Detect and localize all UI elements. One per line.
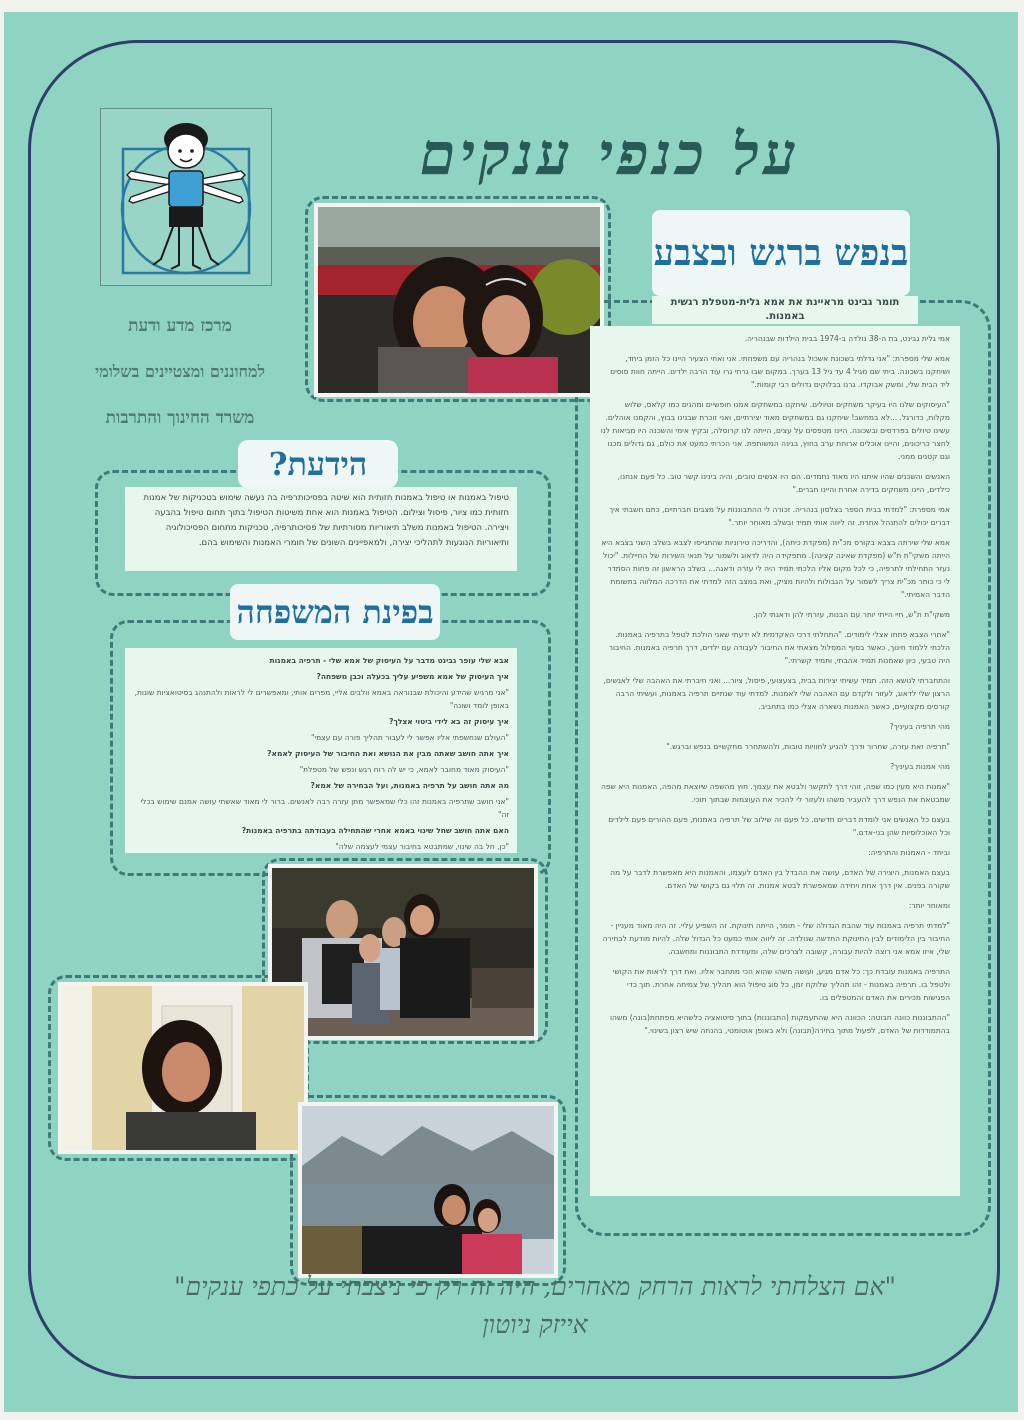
interview-paragraph: אמא שלי מספרת: "אני גדלתי בשכונת אשכול בנהריה עם משפחתי. אני ואחי הצעיר היינו כל הזמן ביחד, ושיחקנו בשכונה. ביתי שם מגיל 4 עד גיל 13 בערך. במקום שבו גרתי גרו עוד הרבה ילדים. הייתה חוות סוסים ליד הבית שלי, ומשק אבוקדו. גרנו בבלוקים גדולים רבי קומות." bbox=[610, 354, 950, 389]
interview-paragraph: משקי"ת ת"ש, חיי הייתי יותר עם הבנות, עזרתי להן ודאגתי להן. bbox=[753, 610, 950, 619]
interview-paragraph: מהי תרפיה בעיניך? bbox=[889, 722, 950, 731]
org-line-1: מרכז מדע ודעת bbox=[128, 316, 232, 336]
interview-headline: בנפש ברגש ובצבע bbox=[652, 210, 910, 296]
interview-paragraph: בעצם כל האנשים אני לומדת דברים חדשים. כל פעם זה שילוב של תרפיה באמנות, פעם ההורים פעם לילדים וכל האוכלוסיות שהן בני-אדם." bbox=[608, 815, 950, 837]
family-paragraphs bbox=[133, 654, 509, 853]
photo-lake bbox=[298, 1102, 558, 1278]
family-question: איך העיסוק של אמא משפיע עליך בכעלה וכבן משפחה? bbox=[316, 672, 509, 681]
interview-article bbox=[590, 326, 960, 1196]
interview-paragraph: "העיסוקים שלנו היו בעיקר משחקים וטיולים. שיחקנו במשחקים אמנו חופשיים ומהנים כמו קלאס, שלוש מקלות, כדורגל. ...לא במחשב! שיחקנו גם במשחקים מאוד יצירתיים, ואני זוכרת שבנינו בבוץ, והקמנו אוהלים. עשינו טיולים בפרדסים ובשכונה. היינו מטפסים על עצים, הייתה לנו קרוסלה, ובקיץ אימי והשכנה היו מביאות לנו לחצר כריכונים, והיינו אוכלים ארוחת ערב בחוץ, בגינה המשותפת. אני הכרתי כמעט את כולם, גם גדולים מכנו וגם קטנים ממני. bbox=[600, 400, 950, 461]
family-answer: "אני מרגיש שהידע והיכולת שבנוראה באמא וולבים אליי, מפרים אותי, ומאפשרים לי לראות ולהתנהג בסיטואציות שונות, באופן לומד ושונה" bbox=[134, 688, 509, 710]
interview-paragraph: מהי אמנות בעיניך? bbox=[890, 762, 950, 771]
family-corner-article bbox=[125, 648, 517, 853]
interview-paragraphs bbox=[600, 332, 950, 1037]
did-you-know-text: טיפול באמנות או טיפול באמנות חזותית הוא שיטה בפסיכותרפיה בה נעשה שימוש בטכניקות של אמנות חזותית כמו ציור, פיסול וצילום. הטיפול באמנות הוא אחת משיטות הטיפול בתוך תחום טיפול בהבעה ויצירה. הטיפול באמנות משלב תיאוריות מסורתיות של פסיכותרפיה, טכניקות מתחום הפסיכולוגיה ותיאוריות הנוגעות לתהליכי יצירה, ולמאפיינים השונים של חומרי האמנות והשימוש בהם. bbox=[125, 487, 517, 571]
interview-paragraph: "אמנות היא מעין כמו שפה, זוהי דרך לתקשר ולבטא את עצמך. חוץ מהשפה שיוצאת מהפה, האמנות היא שפה שמבטאת את הנפש דרך להעביר משהו ולעזור לי להכיר את העוצמות שבתוך תוכי. bbox=[600, 782, 950, 804]
family-answer: "העולם שנחשפתי אליו אפשר לי לעבור תהליך פורה עם עצמי" bbox=[310, 733, 509, 742]
did-you-know-headline: הידעת? bbox=[238, 440, 398, 488]
interview-paragraph: התרפיה באמנות עובדת כך: כל אדם מגיע, ועושה משהו שהוא הכי מתחבר אליו. ואת דרך לראות את הקושי ולטפל בו. תרפיה באמנות - זהו תהליך שלוקח זמן, כל סוג טיפול הוא תהליך של צמיחה אחרת. תוך כדי הפגישות מכירים את האדם והמטפלים בו. bbox=[612, 967, 950, 1002]
family-question: איך אתה חושב שאתה מבין את הנושא ואת החיבור של העיסוק לאמא? bbox=[267, 749, 509, 758]
family-question: האם אתה חושב שחל שינוי באמא אחרי שהתחילה בעבודתה בתרפיה באמנות? bbox=[241, 826, 509, 835]
photo-mother-daughter bbox=[314, 203, 604, 397]
family-question: איך עיסוק זה בא לידי ביטוי אצלך? bbox=[389, 717, 509, 726]
interview-paragraph: "תרפיה זאת עזרה, שחרור ודרך להגיע לחוויות טובות, ולהשתחרר מחקשיים בנפש וברגש." bbox=[666, 742, 950, 751]
interview-paragraph: ומאוחר יותר: bbox=[908, 901, 950, 910]
interview-paragraph: "ההתבוננות כוונה חבוטה: הכוונה היא שהתעמקות (התבוננות) בתוך סיטואציה כלשהיא מפתחת(בונה) משהו בהתמודדות של האדם, לפעול מתוך בחירה(תבונה) ולא באופן אוטומטי, בהנחה שיש רצון בשינוי." bbox=[610, 1013, 950, 1035]
family-answer: "אני חושב שתרפיה באמנות זהו כלי שמאפשר מתן עזרה רבה לאנשים. ברור לי מאוד שאשתי עושה אמנם שימוש בכלי זה" bbox=[140, 797, 509, 819]
interview-paragraph: האנשים והשכנים שהיו איתנו היו מאוד נחמדים. הם היו אנשים טובים, והיה בינינו קשר טוב. כל פעם אנחנו, כילדים, היינו משחקים בדירה אחרת והיינו חברים." bbox=[617, 472, 950, 494]
family-corner-headline: בפינת המשפחה bbox=[230, 584, 440, 640]
quote-author: אייזק ניוטון bbox=[482, 1310, 588, 1339]
poster-title: על כנפי ענקים bbox=[419, 120, 801, 188]
family-answer: "כן, חל בה שינוי, שמתבטא בחיבור עצמי לעצמה שלה" bbox=[335, 842, 509, 851]
photo-portrait bbox=[58, 982, 308, 1154]
interview-subtitle: תומר גבינט מראיינת את אמא גלית-מטפלת רגשית באמנות. bbox=[652, 296, 918, 324]
interview-paragraph: "אחרי הצבא פתחו אצלי לימודים. "התחלתי דרכי האקדמית לא ידעתי שאני הולכת לטפל בתרפיה באמנות. הלכתי ללמוד חינוך, כאשר בסוף המסלול מצאתי את החיבור לעבודה עם ילדים, דרך תרפיה באמנות. החיבור היה טבעי, כיון שאמנות תמיד אהבתי, ותמיד קשרתי." bbox=[608, 630, 950, 665]
family-question: אבא שלי עופר גבינט מדבר על העיסוק של אמא שלי - תרפיה באמנות bbox=[269, 656, 509, 665]
family-answer: "העיסוק מאוד מחובר לאמא, כי יש לה רוח רגש ונפש של מטפלת" bbox=[299, 765, 509, 774]
interview-paragraph: אמי מספרת: "למדתי בבית הספר בצלסון בנהריה. זכורה לי ההתבוננות על מצבים חברתיים, כתם חשבתי איך דברים יכולים להתנהל אחרת. זה ליווה אותי תמיד ובשלב מאוחר יותר." bbox=[609, 505, 950, 527]
org-line-2: למחוננים ומצטיינים בשלומי bbox=[95, 362, 265, 381]
interview-paragraph: והתחברתי לנושא הזה. תמיד עשיתי יצירות בבית, בצעצועי, פיסול, ציור... ואני חיברתי את האהבה שלי לאנשים, הרצון שלי לדאוג, לעזור ולקדם עם האהבה שלי לאמנות. למדתי עוד שנתיים תרפיה באמנות, ועשיתי הרבה קורסים מקצועיים, כאשר האמנות נשארה אצלי כמו בתחביב. bbox=[603, 676, 950, 711]
newton-quote: "אם הצלחתי לראות הרחק מאחרים, היה זה רק כי ניצבתי על כתפי ענקים" bbox=[173, 1272, 897, 1301]
photo-family-bench bbox=[268, 864, 538, 1040]
org-line-3: משרד החינוך והתרבות bbox=[105, 408, 255, 428]
vitruvian-boy-logo-icon bbox=[100, 108, 272, 286]
interview-paragraph: בעצם האמנות, היצירה של האדם, עושה את ההבדל בין האדם לעצמו, והאמנות היא מאפשרת לדבר על מה שקורה בפנים. אין דרך אחת ויחידה שמאפשרת לבטא אמנות. זה תלוי גם בקושי של האדם. bbox=[610, 868, 950, 890]
interview-paragraph: וביחד - האמנות והתרפיה: bbox=[868, 848, 950, 857]
family-question: מה אתה חושב על תרפיה באמנות, ועל הבחירה של אמא? bbox=[310, 781, 509, 790]
interview-paragraph: אמא שלי שירתה בצבא בקורס מכ"ית (מפקדת כיתה), והדריכה טירוניות שהתגייסו לצבא בשלב השני בצבא היא הייתה משקי"ת ת"ש (מפקדת שאינה קצינה). מתפקידה היה לדאוג ולשמור על תנאי השירות של החיילות. "יכול נעזר התחילתי לתרפיה, כי לכל מקום אליו הלכתי תמיד היה לי עזרה ודאגה... בשלב הראשון זה פחות הסתדר לי כי כותר מכ"ית צריך לשמור על הגבולות ולהיות מציק, ואת במצב הזה למדתי את הדרכה המלווה בתשומת הדבר האמיתי." bbox=[601, 538, 950, 599]
interview-paragraph: אמי גלית גבינט, בת ה-38 נולדה ב-1974 בבית הילדות שבנהריה. bbox=[744, 334, 950, 343]
interview-paragraph: "למדתי תרפיה באמנות עוד שהבת הגדולה שלי - תומר, הייתה תינוקת. זה השפיע עליי. זה היה מאוד מעניין - החיבור בין הלימודים לבין התינוקת החדשה שנולדה. זה ליווה אותי כמעט כל הגדול שלה. להיות מודעת לבחירה שלי, איזו אמא אני רוצה להיות עבורה, קשובה לצרכים שלה, ומעודדת התבוננות ומחשבה. bbox=[602, 921, 950, 956]
